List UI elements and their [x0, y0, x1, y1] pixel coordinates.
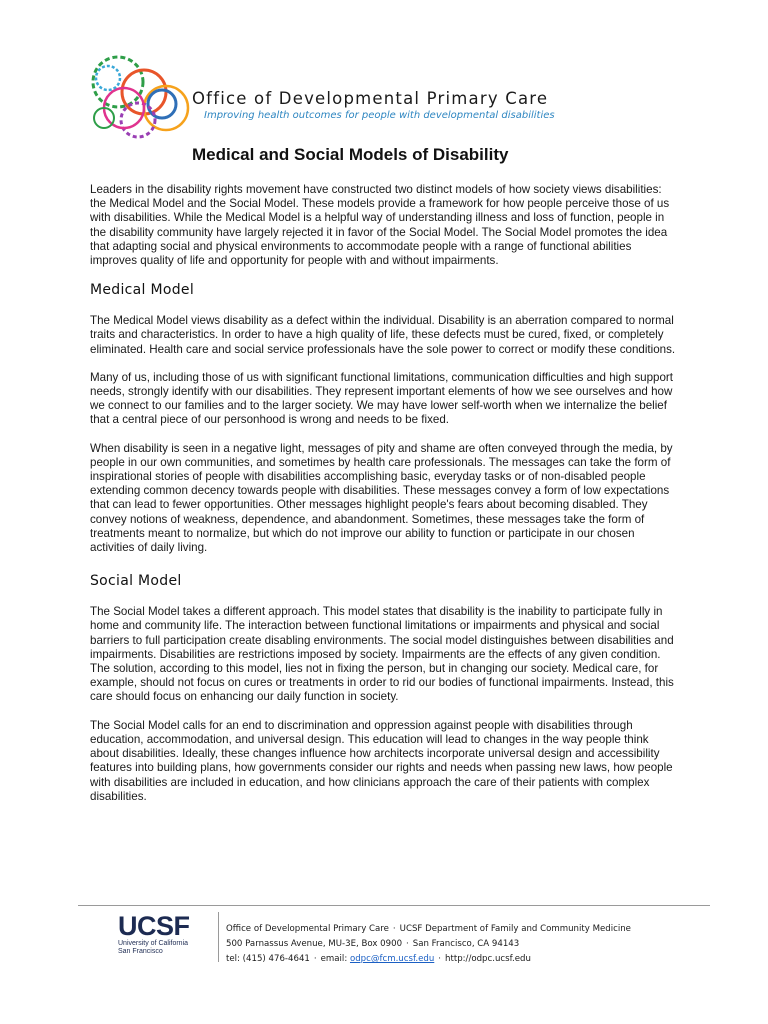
- ucsf-logo: [118, 912, 208, 962]
- footer-divider: [218, 912, 219, 962]
- document-body: [90, 183, 680, 818]
- footer-separator: ·: [438, 954, 442, 964]
- footer-separator: ·: [392, 924, 396, 934]
- footer-street: 500 Parnassus Avenue, MU-3E, Box 0900: [226, 939, 403, 949]
- footer-department: UCSF Department of Family and Community Medicine: [399, 924, 631, 934]
- org-tagline: Improving health outcomes for people with developmental disabilities: [204, 110, 555, 121]
- ucsf-subtitle-line-2: San Francisco: [118, 948, 163, 955]
- footer-separator: ·: [313, 954, 317, 964]
- logo-ring-purple: [121, 103, 155, 137]
- odpc-logo: [84, 52, 196, 144]
- footer-email-label: email:: [320, 954, 348, 964]
- intro-paragraph: Leaders in the disability rights movement have constructed two distinct models of how society views disabilities: the Medical Model and the Social Model. These models provide a framework for how people perceive those of us with disabilities. While the Medical Model is a helpful way of understanding illness and loss of function, people in the disability community have largely rejected it in favor of the Social Model. The Social Model promotes the idea that adapting social and physical environments to accommodate people with a range of functional abilities improves quality of life and opportunity for people with and without impairments.: [90, 183, 670, 268]
- medical-model-paragraph-1: The Medical Model views disability as a defect within the individual. Disability is an aberration compared to normal traits and characteristics. In order to have a high quality of life, these defects must be cured, fixed, or completely eliminated. Health care and social service professionals have the sole power to correct or modify these conditions.: [90, 314, 676, 356]
- footer-line-3: [226, 952, 631, 967]
- footer-line-2: [226, 937, 631, 952]
- medical-model-paragraph-3: When disability is seen in a negative light, messages of pity and shame are often conveyed through the media, by people in our own communities, and sometimes by health care professionals. The messages can take the form of inspirational stories of people with disabilities accomplishing basic, everyday tasks or of non-disabled people extending common decency towards people with disabilities. These messages convey a form of low expectations that can lead to fewer opportunities. Other messages highlight people's fears about becoming disabled. They convey notions of weakness, dependence, and abandonment. Sometimes, these messages take the form of treatments meant to normalize, but which do not improve our ability to function or participate in our chosen activities of daily living.: [90, 441, 673, 555]
- org-name: Office of Developmental Primary Care: [192, 89, 549, 108]
- footer-contact: [226, 922, 631, 967]
- social-model-paragraph-1: The Social Model takes a different approach. This model states that disability is the inability to participate fully in home and community life. The interaction between functional limitations or impairments and physical and social barriers to full participation create disabling environments. The social model distinguishes between disabilities and impairments. Disabilities are restrictions imposed by society. Impairments are the effects of any given condition. The solution, according to this model, lies not in fixing the person, but in changing our society. Medical care, for example, should not focus on cures or treatments in order to rid our bodies of functional impairments. Instead, this care should focus on enhancing our daily function in society.: [90, 605, 674, 704]
- footer-rule: [78, 905, 710, 906]
- footer-website-link[interactable]: http://odpc.ucsf.edu: [445, 954, 531, 964]
- document-title: Medical and Social Models of Disability: [192, 145, 509, 164]
- logo-ring-lightblue: [96, 66, 120, 90]
- footer-city: San Francisco, CA 94143: [412, 939, 520, 949]
- footer-line-1: [226, 922, 631, 937]
- ucsf-wordmark: UCSF: [118, 911, 190, 941]
- footer-office: Office of Developmental Primary Care: [226, 924, 389, 934]
- ucsf-subtitle-line-1: University of California: [118, 940, 189, 947]
- medical-model-paragraph-2: Many of us, including those of us with significant functional limitations, communication difficulties and high support needs, strongly identify with our disabilities. They represent important elements of how we see ourselves and how we connect to our families and to the larger society. We may have lower self-worth when we internalize the belief that a central piece of our personhood is wrong and needs to be fixed.: [90, 370, 674, 427]
- logo-ring-green: [93, 57, 143, 107]
- medical-model-heading: Medical Model: [90, 282, 195, 299]
- social-model-heading: Social Model: [90, 573, 182, 590]
- footer-email-link[interactable]: odpc@fcm.ucsf.edu: [349, 954, 435, 964]
- footer-tel: tel: (415) 476-4641: [226, 954, 310, 964]
- social-model-paragraph-2: The Social Model calls for an end to discrimination and oppression against people with disabilities through education, accommodation, and universal design. This education will lead to changes in the way people think about disabilities. Ideally, these changes influence how architects incorporate universal design and accessibility features into building plans, how governments consider our rights and needs when passing new laws, how people with disabilities are included in education, and how clinicians approach the care of their patients with complex disabilities.: [90, 718, 673, 803]
- footer-separator: ·: [406, 939, 409, 949]
